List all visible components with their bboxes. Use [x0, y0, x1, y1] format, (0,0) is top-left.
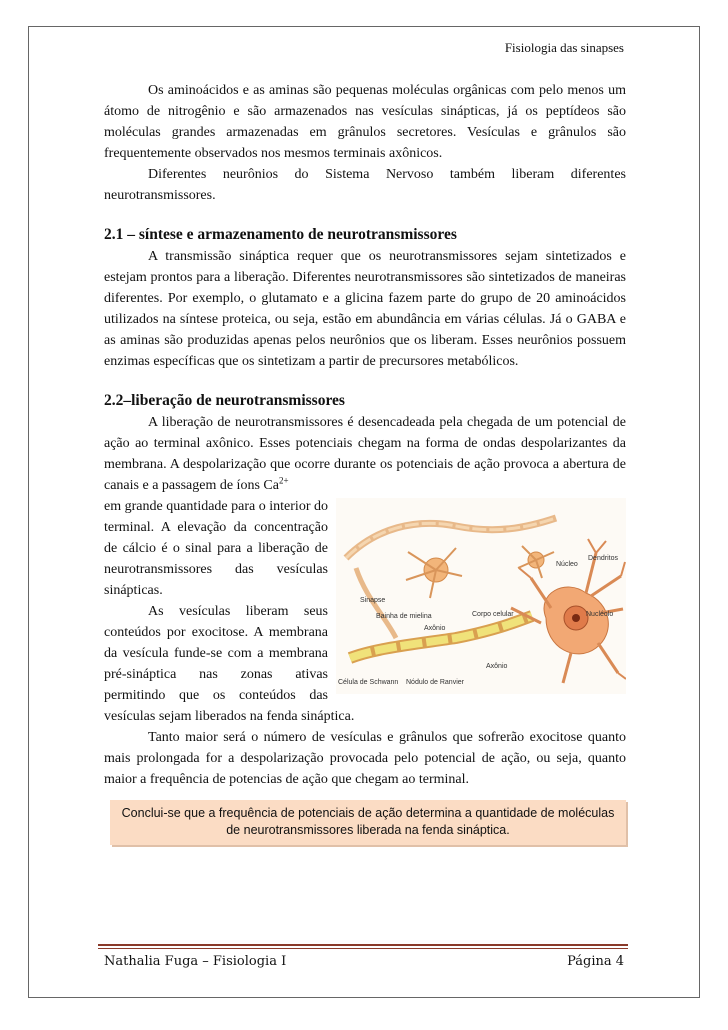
neuron-illustration	[336, 498, 626, 694]
footer-author: Nathalia Fuga – Fisiologia I	[104, 954, 287, 969]
footer-rule-thick	[98, 944, 628, 946]
text-with-figure	[104, 412, 626, 790]
label-corpo-celular: Corpo celular	[472, 611, 514, 618]
section2-p1-part1: A liberação de neurotransmissores é desencadeada pela chegada de um potencial de ação ao terminal axônico. Esses potenciais chegam na forma de ondas despolarizantes da membrana. A despolarização que ocorre durante os potenciais de ação provoca a abertura de canais e a passagem de íons Ca	[104, 415, 626, 493]
section-heading-2-1: 2.1 – síntese e armazenamento de neurotransmissores	[104, 226, 457, 243]
page-number: Página 4	[567, 954, 624, 969]
section2-paragraph-2: As vesículas liberam seus conteúdos por exocitose. A membrana da vesícula funde-se com a membrana pré-sináptica nas zonas ativas permitindo que os conteúdos das vesículas sejam liberados na fenda sináptica.	[104, 604, 355, 724]
main-content	[104, 80, 626, 790]
section2-paragraph-1-continued: em grande quantidade para o interior do terminal. A elevação da concentração de cálcio é o sinal para a liberação de neurotransmissores das vesículas sinápticas.	[104, 499, 328, 598]
section-heading-2-2: 2.2–liberação de neurotransmissores	[104, 392, 345, 409]
label-axonio-2: Axônio	[486, 663, 508, 670]
footer-rule-thin	[98, 948, 628, 949]
label-axonio-1: Axônio	[424, 625, 446, 632]
conclusion-box: Conclui-se que a frequência de potenciais de ação determina a quantidade de moléculas de neurotransmissores liberada na fenda sináptica.	[110, 800, 626, 845]
label-bainha: Bainha de mielina	[376, 613, 432, 620]
label-nucleolo: Nucléolo	[586, 611, 614, 618]
section2-paragraph-3: Tanto maior será o número de vesículas e grânulos que sofrerão exocitose quanto mais prolongada for a despolarização provocada pelo potencial de ação, ou seja, quanto maior a frequência de potencias de ação que chegam ao terminal.	[104, 730, 626, 787]
label-dendritos: Dendritos	[588, 555, 618, 562]
label-nucleo: Núcleo	[556, 561, 578, 568]
intro-paragraph-2: Diferentes neurônios do Sistema Nervoso também liberam diferentes neurotransmissores.	[104, 167, 626, 203]
label-sinapse: Sinapse	[360, 597, 386, 604]
neuron-figure	[336, 498, 626, 694]
running-header: Fisiologia das sinapses	[504, 40, 624, 55]
label-nodulo-ranvier: Nódulo de Ranvier	[406, 679, 464, 686]
intro-paragraph-1: Os aminoácidos e as aminas são pequenas moléculas orgânicas com pelo menos um átomo de nitrogênio e são armazenados nas vesículas sinápticas, já os peptídeos são moléculas grandes armazenadas em grânulos secretores. Vesículas e grânulos são frequentemente observados nos mesmos terminais axônicos.	[104, 83, 626, 161]
section2-paragraph-1	[104, 412, 626, 496]
label-celula-schwann: Célula de Schwann	[338, 679, 399, 686]
calcium-charge: 2+	[278, 475, 289, 486]
section1-paragraph-1: A transmissão sináptica requer que os neurotransmissores sejam sintetizados e estejam prontos para a liberação. Diferentes neurotransmissores são sintetizados de maneiras diferentes. Por exemplo, o glutamato e a glicina fazem parte do grupo de 20 aminoácidos utilizados na síntese proteica, ou seja, estão em abundância em várias células. Já o GABA e as aminas são produzidas apenas pelos neurônios que os liberam. Esses neurônios possuem enzimas específicas que os sintetizam a partir de precursores metabólicos.	[104, 249, 626, 369]
